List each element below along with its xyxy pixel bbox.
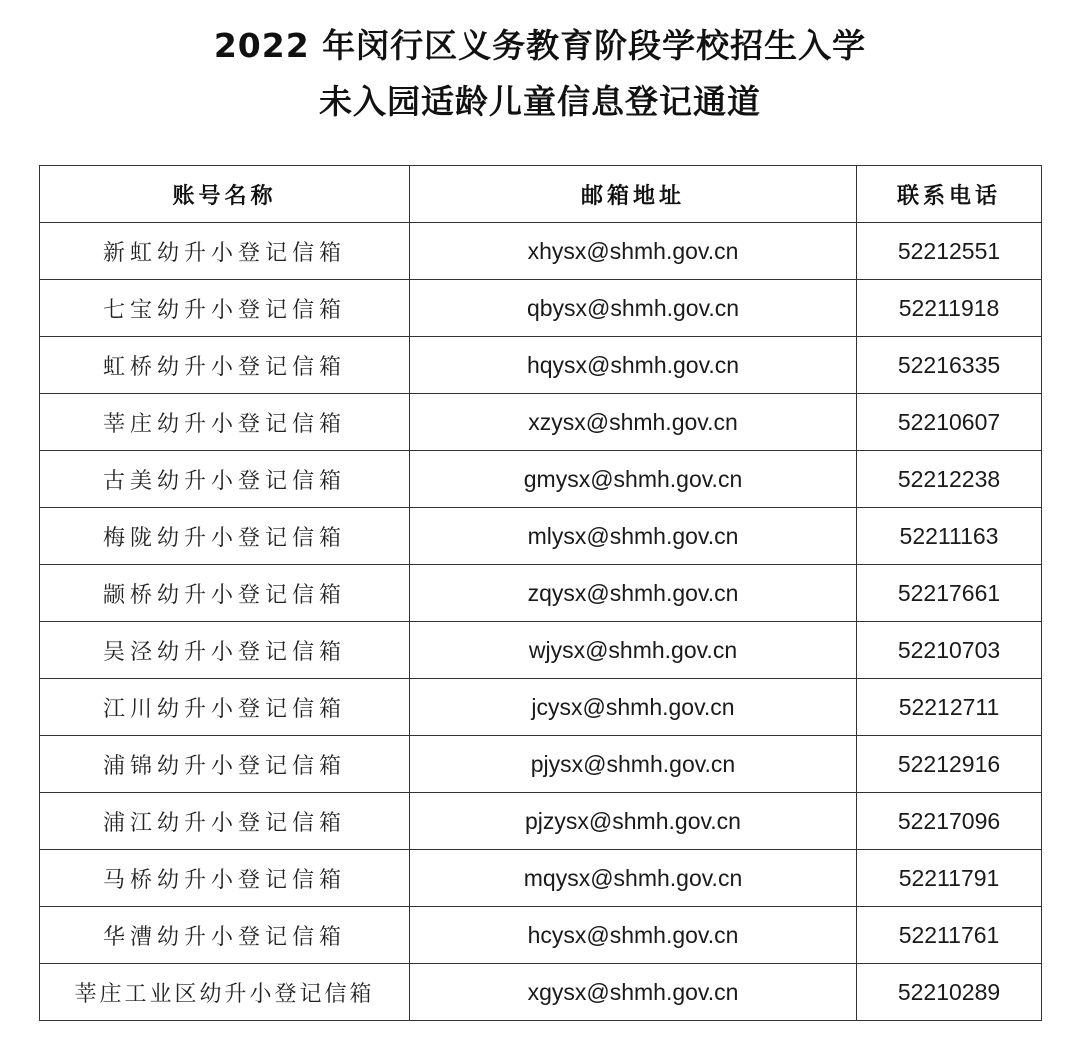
phone-cell: 52211791: [857, 850, 1042, 907]
phone-cell: 52210289: [857, 964, 1042, 1021]
email-cell: qbysx@shmh.gov.cn: [410, 280, 857, 337]
phone-cell: 52216335: [857, 337, 1042, 394]
table-row: [40, 793, 1042, 850]
account-name-cell: 七宝幼升小登记信箱: [40, 280, 410, 337]
table-header-row: [40, 166, 1042, 223]
email-cell: zqysx@shmh.gov.cn: [410, 565, 857, 622]
account-name-cell: 梅陇幼升小登记信箱: [40, 508, 410, 565]
email-cell: jcysx@shmh.gov.cn: [410, 679, 857, 736]
account-name-cell: 新虹幼升小登记信箱: [40, 223, 410, 280]
email-cell: mqysx@shmh.gov.cn: [410, 850, 857, 907]
document-title: [0, 18, 1080, 130]
account-name-cell: 虹桥幼升小登记信箱: [40, 337, 410, 394]
account-name-cell: 古美幼升小登记信箱: [40, 451, 410, 508]
table-row: [40, 394, 1042, 451]
phone-cell: 52212711: [857, 679, 1042, 736]
phone-cell: 52211163: [857, 508, 1042, 565]
email-cell: pjysx@shmh.gov.cn: [410, 736, 857, 793]
title-line-2: 未入园适龄儿童信息登记通道: [319, 82, 761, 121]
table-row: [40, 907, 1042, 964]
table-row: [40, 337, 1042, 394]
phone-cell: 52212551: [857, 223, 1042, 280]
header-contact-phone: 联系电话: [857, 166, 1042, 223]
email-cell: xzysx@shmh.gov.cn: [410, 394, 857, 451]
account-name-cell: 莘庄工业区幼升小登记信箱: [40, 964, 410, 1021]
phone-cell: 52212916: [857, 736, 1042, 793]
email-cell: gmysx@shmh.gov.cn: [410, 451, 857, 508]
phone-cell: 52212238: [857, 451, 1042, 508]
phone-cell: 52217096: [857, 793, 1042, 850]
title-line-1: 2022 年闵行区义务教育阶段学校招生入学: [213, 26, 867, 65]
account-name-cell: 吴泾幼升小登记信箱: [40, 622, 410, 679]
account-name-cell: 浦江幼升小登记信箱: [40, 793, 410, 850]
table-row: [40, 850, 1042, 907]
phone-cell: 52217661: [857, 565, 1042, 622]
table-row: [40, 679, 1042, 736]
header-account-name: 账号名称: [40, 166, 410, 223]
table-row: [40, 223, 1042, 280]
table-row: [40, 508, 1042, 565]
email-cell: pjzysx@shmh.gov.cn: [410, 793, 857, 850]
account-name-cell: 马桥幼升小登记信箱: [40, 850, 410, 907]
table-row: [40, 280, 1042, 337]
account-name-cell: 浦锦幼升小登记信箱: [40, 736, 410, 793]
email-cell: hcysx@shmh.gov.cn: [410, 907, 857, 964]
table-row: [40, 622, 1042, 679]
account-name-cell: 华漕幼升小登记信箱: [40, 907, 410, 964]
account-name-cell: 颛桥幼升小登记信箱: [40, 565, 410, 622]
table-row: [40, 451, 1042, 508]
phone-cell: 52211918: [857, 280, 1042, 337]
email-cell: hqysx@shmh.gov.cn: [410, 337, 857, 394]
email-cell: wjysx@shmh.gov.cn: [410, 622, 857, 679]
phone-cell: 52211761: [857, 907, 1042, 964]
email-cell: xgysx@shmh.gov.cn: [410, 964, 857, 1021]
account-name-cell: 江川幼升小登记信箱: [40, 679, 410, 736]
table-row: [40, 565, 1042, 622]
header-email-address: 邮箱地址: [410, 166, 857, 223]
email-cell: mlysx@shmh.gov.cn: [410, 508, 857, 565]
table-row: [40, 736, 1042, 793]
phone-cell: 52210607: [857, 394, 1042, 451]
table-row: [40, 964, 1042, 1021]
account-name-cell: 莘庄幼升小登记信箱: [40, 394, 410, 451]
registration-mailbox-table: [39, 165, 1042, 1021]
phone-cell: 52210703: [857, 622, 1042, 679]
email-cell: xhysx@shmh.gov.cn: [410, 223, 857, 280]
